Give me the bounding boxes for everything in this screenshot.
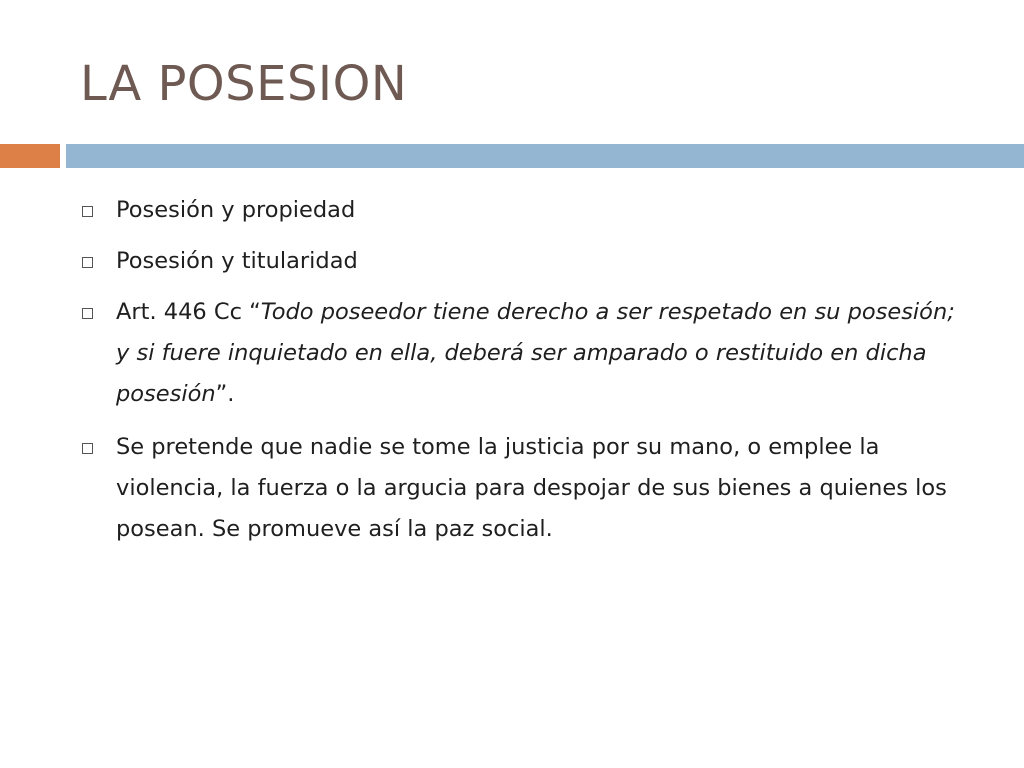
bullet-item-posesion-titularidad	[80, 241, 972, 282]
article-quote: Todo poseedor tiene derecho a ser respetado en su posesión; y si fuere inquietado en ella, deberá ser amparado o restituido en dicha posesión	[116, 299, 955, 407]
bullet-text: Posesión y titularidad	[116, 248, 358, 274]
bullet-list	[80, 190, 972, 560]
square-bullet-icon	[82, 206, 93, 217]
bullet-text-prefix: Art. 446 Cc “	[116, 299, 261, 325]
bullet-item-article-446	[80, 292, 972, 415]
accent-bar-orange	[0, 144, 60, 168]
accent-bar-blue	[66, 144, 1024, 168]
square-bullet-icon	[82, 257, 93, 268]
square-bullet-icon	[82, 443, 93, 454]
bullet-text: Se pretende que nadie se tome la justicia por su mano, o emplee la violencia, la fuerza o la argucia para despojar de sus bienes a quienes los posean. Se promueve así la paz social.	[116, 434, 947, 542]
square-bullet-icon	[82, 308, 93, 319]
bullet-item-posesion-propiedad	[80, 190, 972, 231]
slide-title: LA POSESION	[80, 56, 408, 112]
bullet-item-justicia	[80, 427, 972, 550]
bullet-text: Posesión y propiedad	[116, 197, 356, 223]
bullet-text-suffix: ”.	[215, 381, 235, 407]
